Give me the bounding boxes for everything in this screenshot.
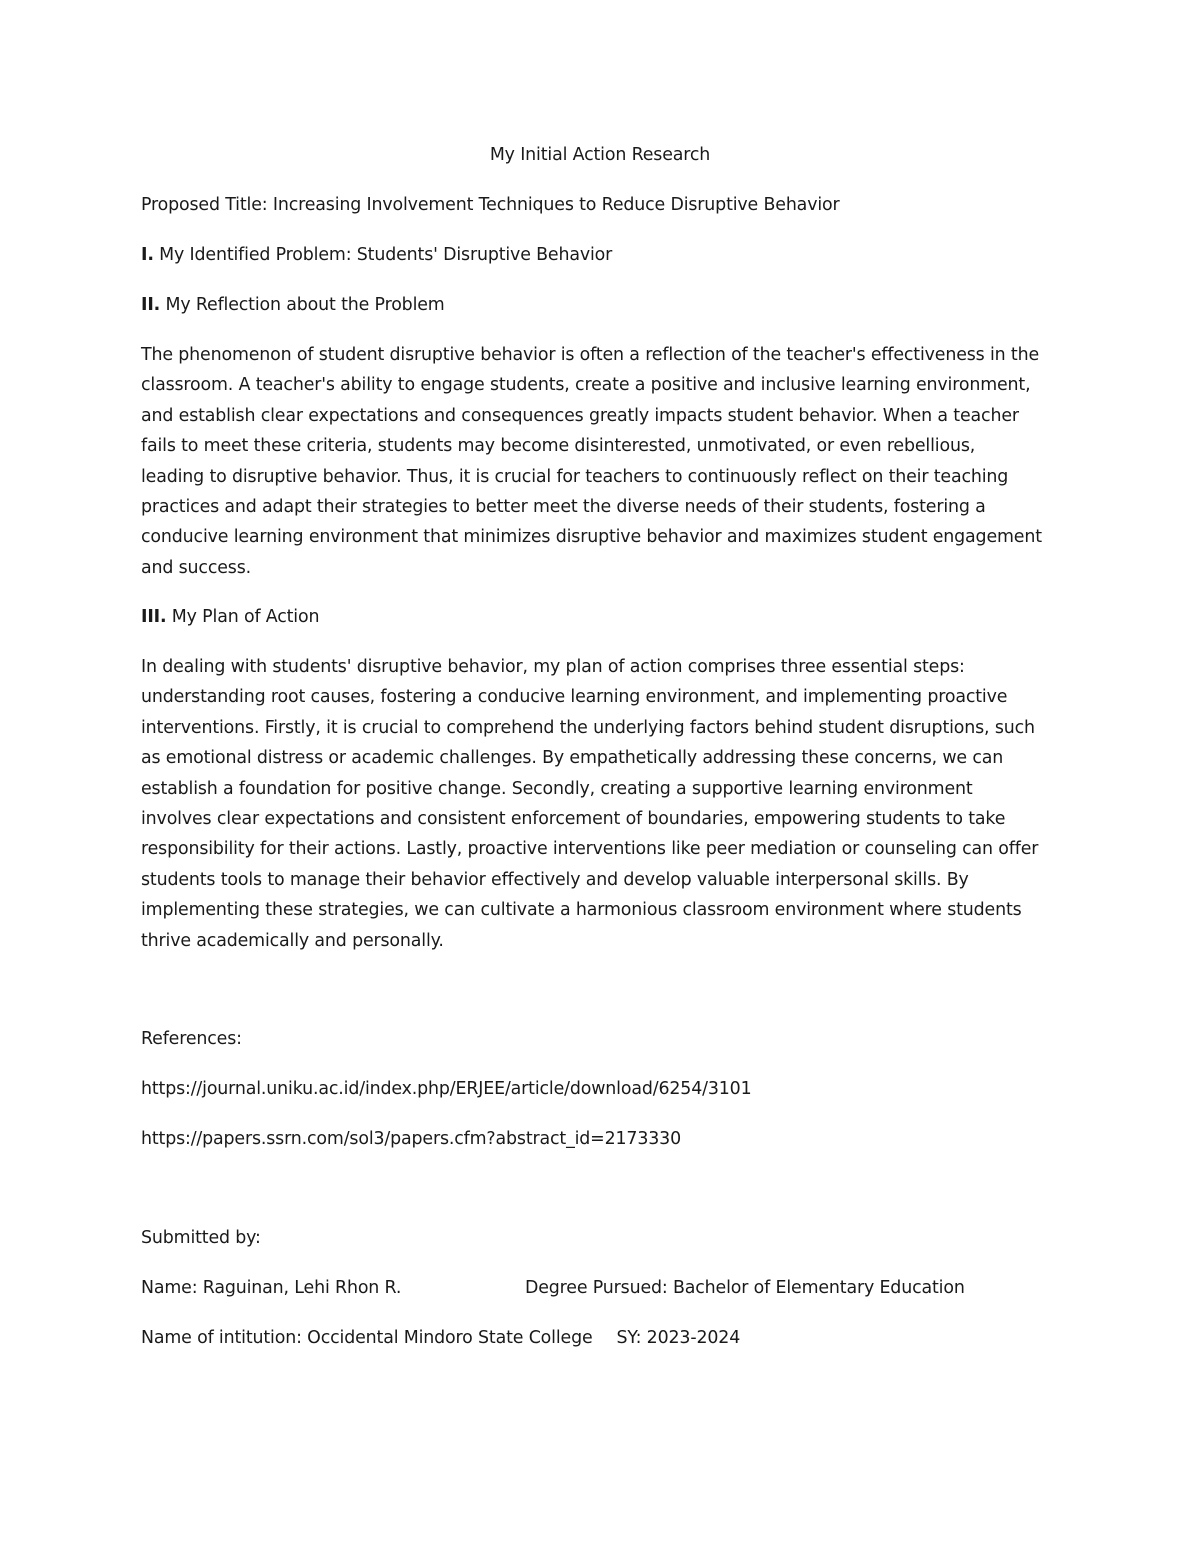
section-3-text: My Plan of Action — [166, 607, 320, 627]
references-heading: References: — [141, 1029, 242, 1049]
paragraph-line: practices and adapt their strategies to better meet the diverse needs of their students, fostering a — [141, 497, 986, 518]
paragraph-line: interventions. Firstly, it is crucial to comprehend the underlying factors behind student disruptions, such — [141, 717, 1035, 738]
paragraph-line: involves clear expectations and consistent enforcement of boundaries, empowering students to take — [141, 809, 1006, 830]
paragraph-line: as emotional distress or academic challenges. By empathetically addressing these concerns, we can — [141, 748, 1004, 769]
submitter-name: Name: Raguinan, Lehi Rhon R. — [141, 1278, 402, 1298]
submitted-by-heading: Submitted by: — [141, 1228, 261, 1248]
section-1-heading — [141, 240, 612, 270]
paragraph-line: and establish clear expectations and consequences greatly impacts student behavior. When a teacher — [141, 405, 1019, 426]
section-2-heading — [141, 290, 445, 320]
degree-pursued: Degree Pursued: Bachelor of Elementary Education — [525, 1278, 965, 1298]
document-title: My Initial Action Research — [489, 145, 711, 165]
section-1-text: My Identified Problem: Students' Disruptive Behavior — [153, 245, 613, 265]
paragraph-line: students tools to manage their behavior effectively and develop valuable interpersonal skills. By — [141, 869, 969, 890]
paragraph-line: The phenomenon of student disruptive behavior is often a reflection of the teacher's effectiveness in the — [141, 345, 1039, 365]
section-2-number: II. — [141, 295, 161, 315]
paragraph-line: In dealing with students' disruptive behavior, my plan of action comprises three essential steps: — [141, 657, 965, 677]
paragraph-line: leading to disruptive behavior. Thus, it is crucial for teachers to continuously reflect on their teaching — [141, 466, 1009, 487]
institution-name — [141, 1323, 740, 1353]
paragraph-line: conducive learning environment that minimizes disruptive behavior and maximizes student engagement — [141, 527, 1042, 548]
reference-link-1: https://journal.uniku.ac.id/index.php/ERJEE/article/download/6254/3101 — [141, 1079, 752, 1099]
reference-link-2: https://papers.ssrn.com/sol3/papers.cfm?abstract_id=2173330 — [141, 1129, 682, 1149]
paragraph-line: understanding root causes, fostering a conducive learning environment, and implementing proactive — [141, 687, 1008, 708]
paragraph-line: establish a foundation for positive change. Secondly, creating a supportive learning environment — [141, 778, 973, 799]
section-3-heading — [141, 602, 319, 632]
institution-text: Name of intitution: Occidental Mindoro State College — [141, 1328, 593, 1348]
paragraph-line: implementing these strategies, we can cultivate a harmonious classroom environment where students — [141, 900, 1022, 921]
paragraph-line: fails to meet these criteria, students may become disinterested, unmotivated, or even rebellious, — [141, 436, 976, 457]
section-3-number: III. — [141, 607, 167, 627]
plan-paragraph — [141, 652, 1071, 956]
paragraph-line: classroom. A teacher's ability to engage students, create a positive and inclusive learning environment, — [141, 375, 1031, 396]
paragraph-line: responsibility for their actions. Lastly, proactive interventions like peer mediation or counseling can offer — [141, 839, 1039, 860]
section-2-text: My Reflection about the Problem — [160, 295, 445, 315]
school-year: SY: 2023-2024 — [616, 1328, 741, 1348]
reflection-paragraph — [141, 340, 1071, 583]
paragraph-line: and success. — [141, 557, 251, 578]
section-1-number: I. — [141, 245, 154, 265]
paragraph-line: thrive academically and personally. — [141, 930, 444, 951]
proposed-title: Proposed Title: Increasing Involvement Techniques to Reduce Disruptive Behavior — [141, 195, 840, 215]
